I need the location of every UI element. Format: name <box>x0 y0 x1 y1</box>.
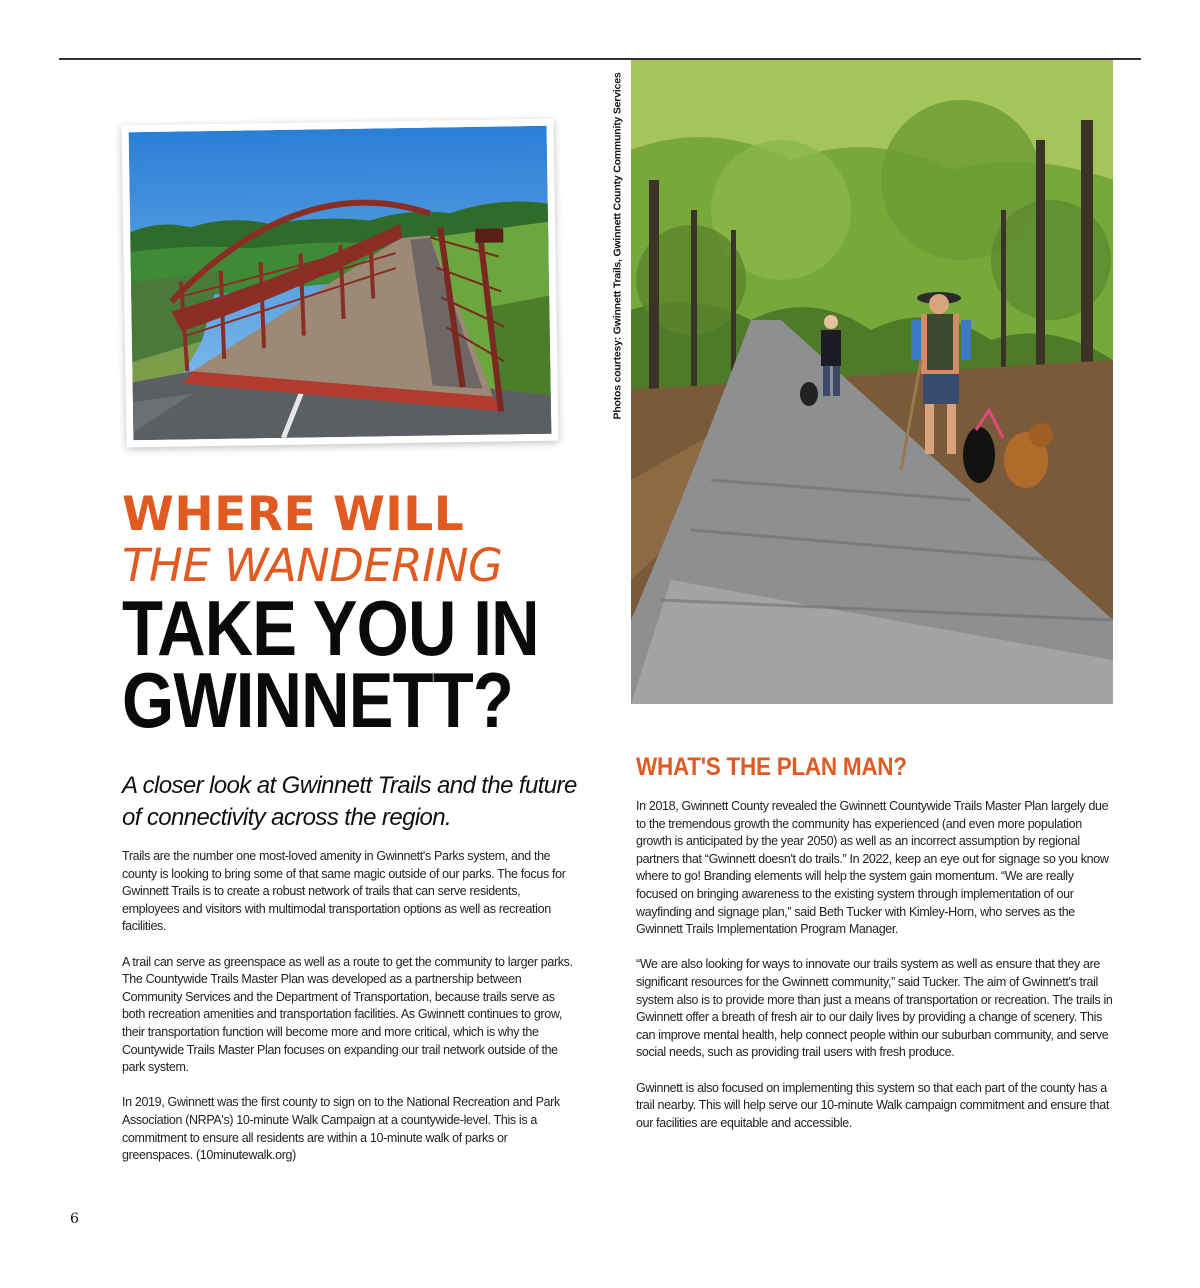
subtitle: A closer look at Gwinnett Trails and the future of connectivity across the region. <box>122 772 577 831</box>
right-paragraph-3: Gwinnett is also focused on implementing this system so that each part of the county has a trail nearby. This will help serve our 10-minute Walk campaign commitment and ensure that our facilities are equitable and accessible. <box>636 1080 1110 1130</box>
right-column <box>636 798 1114 1150</box>
bridge-photo <box>121 119 558 448</box>
right-paragraph-2: “We are also looking for ways to innovate our trails system as well as ensure that they are significant resources for the Gwinnett community,” said Tucker. The aim of Gwinnett's trail system also is to provide more than just a means of transportation or recreation. The trails in Gwinnett offer a breath of fresh air to our daily lives by providing a change of scenery. This can improve mental health, help connect people within our suburban community, and serve social needs, such as providing trail users with fresh produce. <box>636 957 1113 1060</box>
right-paragraph-1: In 2018, Gwinnett County revealed the Gwinnett Countywide Trails Master Plan largely due to the tremendous growth the community has experienced (and even more population growth is anticipated by the year 2050) as well as an incorrect assumption by regional partners that “Gwinnett doesn't do trails.” In 2022, keep an eye out for signage so you know where to go! Branding elements will help the system gain momentum. “We are really focused on bringing awareness to the existing system through implementation of our wayfinding and signage plan,” said Beth Tucker with Kimley-Horn, who serves as the Gwinnett Trails Implementation Program Manager. <box>636 799 1109 937</box>
headline <box>122 487 592 744</box>
headline-line-3: TAKE YOU IN <box>122 584 539 672</box>
left-paragraph-2: A trail can serve as greenspace as well as a route to get the community to larger parks. The Countywide Trails Master Plan was developed as a partnership between Community Services and the Department of Transportation, because trails serve as both recreation amenities and transportation facilities. As Gwinnett continues to grow, their transportation function will become more and more critical, which is why the Countywide Trails Master Plan focuses on expanding our trail network outside of the park system. <box>122 954 573 1075</box>
photo-credit-text: Photos courtesy: Gwinnett Trails, Gwinnett County Community Services <box>611 72 623 420</box>
headline-line-2: THE WANDERING <box>122 539 503 592</box>
trail-illustration <box>631 60 1113 704</box>
section-heading: WHAT'S THE PLAN MAN? <box>636 753 907 781</box>
headline-line-4: GWINNETT? <box>122 656 513 744</box>
headline-line-1: WHERE WILL <box>122 487 465 542</box>
left-column <box>122 848 580 1182</box>
left-paragraph-3: In 2019, Gwinnett was the first county to sign on to the National Recreation and Park Association (NRPA's) 10-minute Walk Campaign at a countywide-level. This is a commitment to ensure all residents are within a 10-minute walk of parks or greenspaces. (10minutewalk.org) <box>122 1095 560 1163</box>
page-number: 6 <box>70 1211 79 1227</box>
bridge-illustration <box>129 126 552 441</box>
left-paragraph-1: Trails are the number one most-loved amenity in Gwinnett's Parks system, and the county is looking to bring some of that same magic outside of our parks. The focus for Gwinnett Trails is to create a robust network of trails that can serve residents, employees and visitors with multimodal transportation options as well as recreation facilities. <box>122 849 566 934</box>
photo-credit <box>606 72 628 420</box>
trail-photo <box>631 60 1113 704</box>
